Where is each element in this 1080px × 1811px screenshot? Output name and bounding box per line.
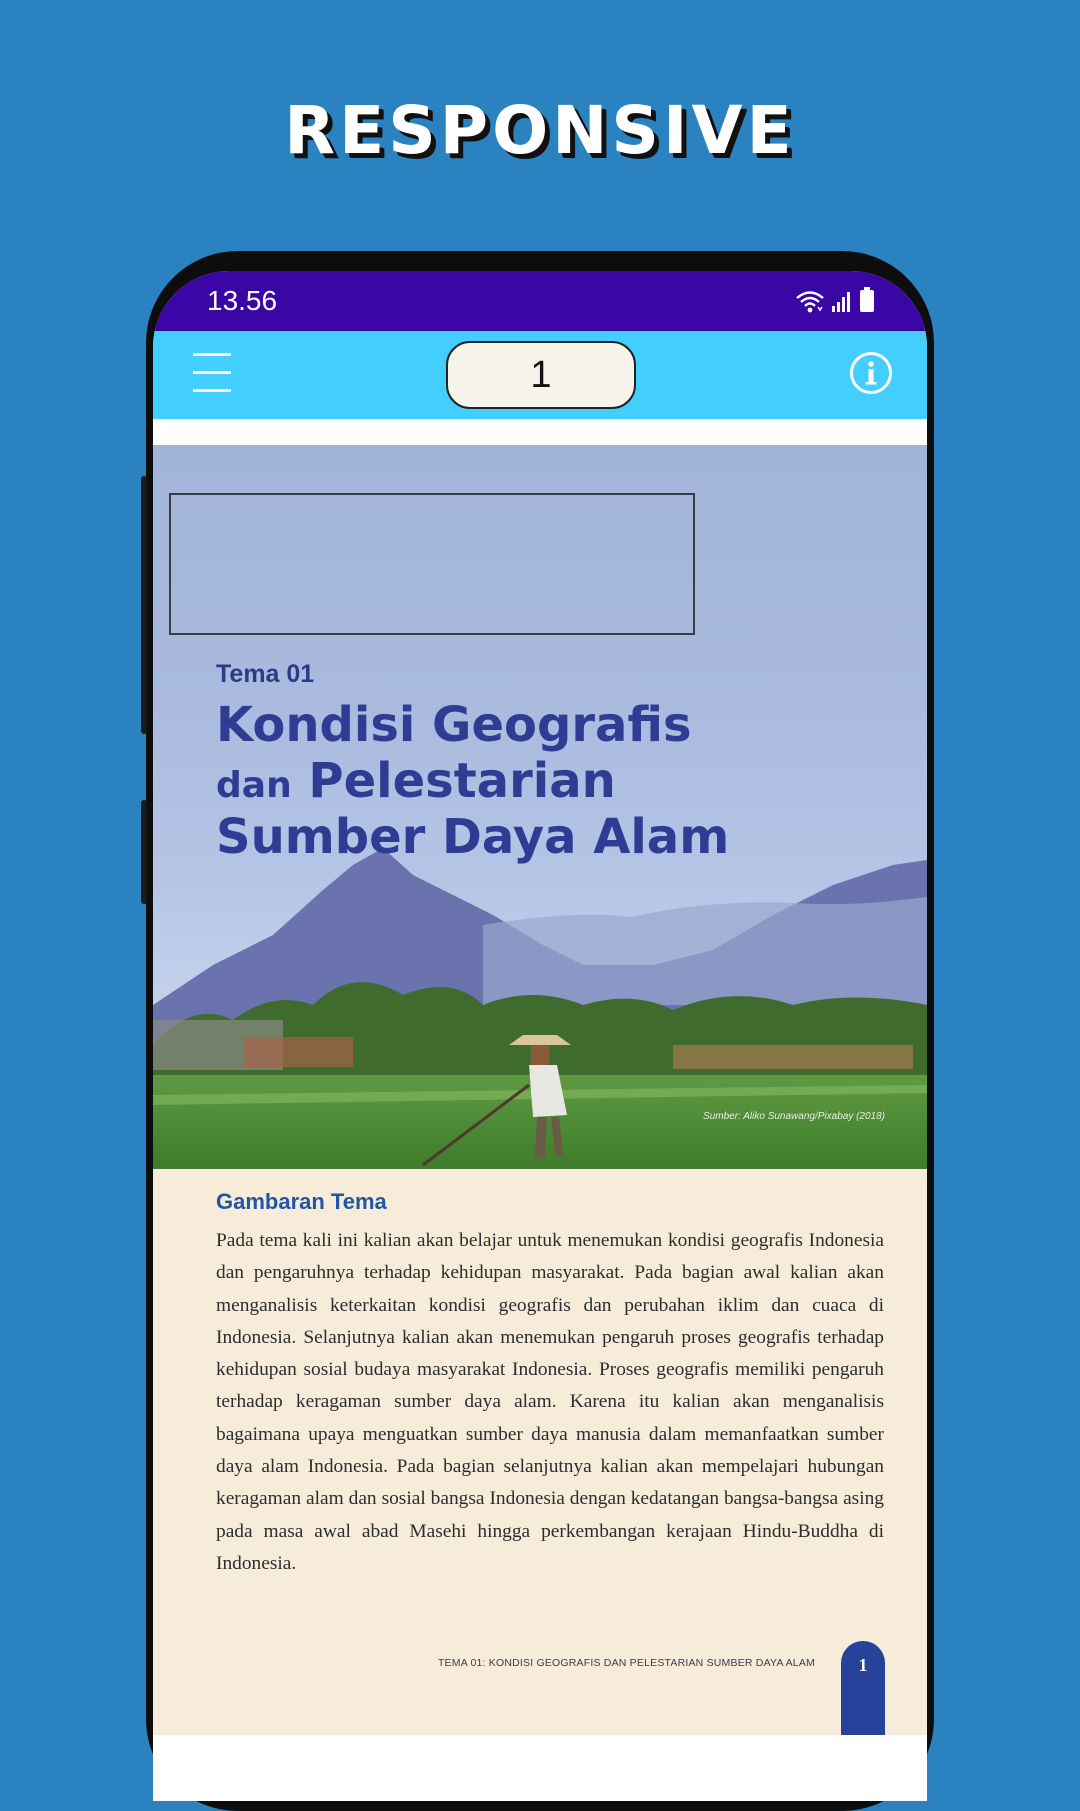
- app-toolbar: [153, 331, 927, 419]
- power-button: [141, 800, 147, 904]
- photo-credit: Sumber: Aliko Sunawang/Pixabay (2018): [703, 1111, 885, 1122]
- volume-button: [141, 476, 147, 734]
- hamburger-menu-icon[interactable]: [193, 353, 233, 395]
- signal-icon: [831, 291, 853, 313]
- title-word: Pelestarian: [308, 753, 616, 809]
- battery-icon: [859, 287, 875, 313]
- blurred-header-box: [169, 493, 695, 635]
- status-time: 13.56: [207, 285, 278, 316]
- page-footer: TEMA 01: KONDISI GEOGRAFIS DAN PELESTARIAN SUMBER DAYA ALAM: [437, 1657, 815, 1669]
- body-paragraph: Pada tema kali ini kalian akan belajar untuk menemukan kondisi geografis Indonesia dan pengaruhnya terhadap kehidupan masyarakat. Pada bagian awal kalian akan menganalisis keterkaitan kondisi geografis dan perubahan iklim dan cuaca di Indonesia. Selanjutnya kalian akan menemukan pengaruh proses geografis terhadap kehidupan sosial budaya masyarakat Indonesia. Proses geografis memiliki pengaruh terhadap keragaman sumber daya alam. Karena itu kalian akan menganalisis bagaimana upaya menguatkan sumber daya manusia dalam memanfaatkan sumber daya alam Indonesia. Pada bagian selanjutnya kalian akan mempelajari hubungan keragaman alam dan sosial bangsa Indonesia dengan kedatangan bangsa-bangsa asing pada masa awal abad Masehi hingga perkembangan kerajaan Hindu-Buddha di Indonesia.: [216, 1230, 884, 1574]
- title-connector: dan: [216, 765, 292, 806]
- cover-image: [153, 445, 927, 1169]
- status-bar: [153, 271, 927, 331]
- document-page[interactable]: [153, 445, 927, 1735]
- info-icon[interactable]: [849, 351, 893, 395]
- title-line-1: Kondisi Geografis: [216, 697, 692, 753]
- page-number-tab: 1: [841, 1641, 885, 1753]
- section-heading: Gambaran Tema: [216, 1189, 387, 1214]
- tema-label: Tema 01: [216, 660, 315, 688]
- phone-screen: [153, 271, 927, 1801]
- title-line-3: Sumber Daya Alam: [216, 809, 730, 865]
- wifi-icon: [795, 289, 825, 313]
- page-number-field[interactable]: 1: [446, 341, 636, 409]
- status-icons: [795, 287, 875, 313]
- page-gap: [153, 1735, 927, 1801]
- title-line-2: [216, 753, 616, 809]
- banner-title: RESPONSIVE: [284, 92, 796, 169]
